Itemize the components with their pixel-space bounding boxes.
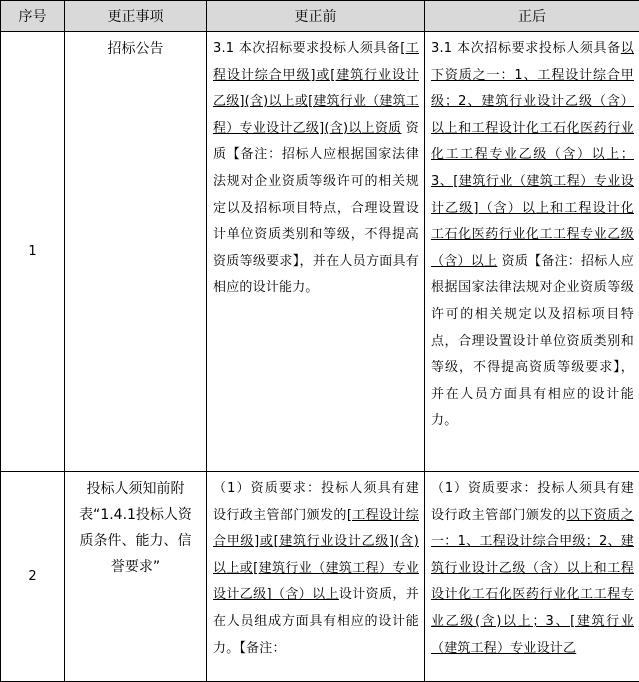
after-text-plain: 3.1 本次招标要求投标人须具备 [431,41,621,56]
after-text-plain: （1）资质要求：投标人须具有建设行政主管部门颁发的 [431,481,634,523]
before-text-plain: 资质【备注：招标人应根据国家法律法规对企业资质等级许可的相关规定以及招标项目特点，合理设置设计单位资质类别和等级，不得提高资质等级要求】，并在人员方面具有相应的设计能力。 [213,121,419,296]
row-index: 2 [1,472,65,682]
row-index: 1 [1,32,65,472]
table-row [1,472,639,682]
header-before: 更正前 [207,1,425,32]
header-after: 正后 [425,1,639,32]
header-row [1,1,639,32]
before-text-plain: （1）资质要求：投标人须具有建设行政主管部门颁发的 [213,481,419,523]
after-text-underlined: 以下资质之一：1、工程设计综合甲级；2、建筑行业设计乙级（含）以上和工程设计化工石化医药行业化工工程专业乙级（含）以上；3、[建筑行业（建筑工程）专业设计乙级]（含）以上和工程设计化工石化医药行业化工工程专业乙级（含）以上 [431,41,634,269]
header-index: 序号 [1,1,65,32]
before-text-underlined: [工程设计综合甲级]或[建筑行业设计乙级](含)以上或[建筑行业（建筑工程）专业设计乙级](含)以上资质 [213,41,419,136]
row-item: 招标公告 [65,32,207,472]
before-text-plain: 设计资质，并在人员组成方面具有相应的设计能力。【备注： [213,587,419,655]
after-text-plain: 资质【备注：招标人应根据国家法律法规对企业资质等级许可的相关规定以及招标项目特点，合理设置设计单位资质类别和等级，不得提高资质等级要求】，并在人员方面具有相应的设计能力。 [431,254,634,429]
before-text-plain: 3.1 本次招标要求投标人须具备 [213,41,400,56]
before-text-underlined: [工程设计综合甲级]或[建筑行业设计乙级](含)以上或[建筑行业（建筑工程）专业设计乙级]（含）以上 [213,508,419,603]
row-before [207,32,425,472]
table-row [1,32,639,472]
after-text-underlined: 以下资质之一：1、工程设计综合甲级；2、建筑行业设计乙级（含）以上和工程设计化工石化医药行业化工工程专业乙级(含)以上；3、[建筑行业（建筑工程）专业设计乙 [431,508,634,656]
row-item: 投标人须知前附表“1.4.1投标人资质条件、能力、信誉要求” [65,472,207,682]
header-item: 更正事项 [65,1,207,32]
row-after [425,472,639,682]
row-after [425,32,639,472]
row-before [207,472,425,682]
